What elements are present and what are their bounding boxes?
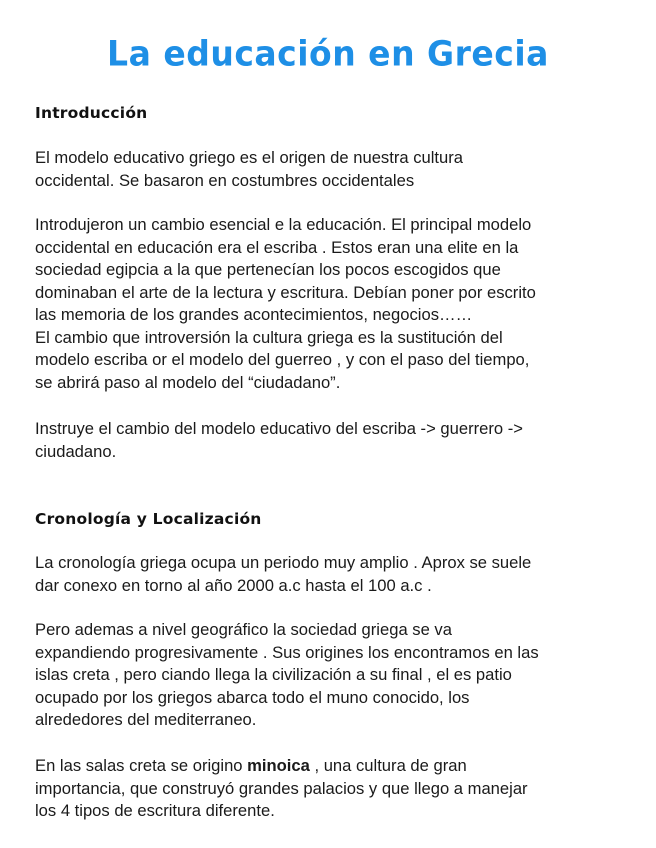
text-line: Introdujeron un cambio esencial e la educación. El principal modelo: [35, 215, 532, 234]
text-line: islas creta , pero ciando llega la civilización a su final , el es patio: [35, 665, 512, 684]
text-line: [35, 755, 625, 778]
text-line: alrededores del mediterraneo.: [35, 710, 257, 729]
paragraph-crono-3: [35, 755, 625, 823]
text-line: Instruye el cambio del modelo educativo del escriba -> guerrero ->: [35, 419, 523, 438]
text-line: ocupado por los griegos abarca todo el muno conocido, los: [35, 687, 470, 707]
text-line: El modelo educativo griego es el origen de nuestra cultura: [35, 148, 464, 167]
text-line: expandiendo progresivamente . Sus origines los encontramos en las: [35, 642, 539, 662]
bold-term-minoica: minoica: [247, 756, 310, 775]
text-run: En las salas creta se origino: [35, 756, 248, 775]
paragraph-intro-1: [35, 147, 625, 192]
text-line: sociedad egipcia a la que pertenecían los pocos escogidos que: [35, 260, 501, 279]
text-line: importancia, que construyó grandes palacios y que llego a manejar: [35, 778, 528, 798]
text-line: occidental en educación era el escriba . Estos eran una elite en la: [35, 237, 519, 257]
text-line: modelo escriba or el modelo del guerreo , y con el paso del tiempo,: [35, 350, 530, 369]
section-heading-cronologia: Cronología y Localización: [35, 510, 262, 528]
paragraph-intro-3: [35, 418, 625, 463]
paragraph-intro-2: [35, 214, 625, 394]
text-line: dominaban el arte de la lectura y escritura. Debían poner por escrito: [35, 282, 536, 302]
text-line: Pero ademas a nivel geográfico la sociedad griega se va: [35, 620, 452, 639]
paragraph-crono-2: [35, 619, 625, 732]
text-line: se abrirá paso al modelo del “ciudadano”.: [35, 372, 341, 392]
section-heading-introduccion: Introducción: [35, 104, 148, 122]
text-line: occidental. Se basaron en costumbres occidentales: [35, 170, 415, 190]
paragraph-crono-1: [35, 552, 625, 597]
text-line: las memoria de los grandes acontecimientos, negocios……: [35, 305, 473, 324]
text-line: ciudadano.: [35, 441, 117, 461]
text-line: La cronología griega ocupa un periodo muy amplio . Aprox se suele: [35, 553, 532, 572]
text-line: El cambio que introversión la cultura griega es la sustitución del: [35, 327, 503, 347]
text-run: , una cultura de gran: [309, 756, 467, 775]
text-line: dar conexo en torno al año 2000 a.c hasta el 100 a.c .: [35, 575, 432, 595]
page-title: La educación en Grecia: [107, 33, 549, 74]
text-line: los 4 tipos de escritura diferente.: [35, 801, 275, 820]
